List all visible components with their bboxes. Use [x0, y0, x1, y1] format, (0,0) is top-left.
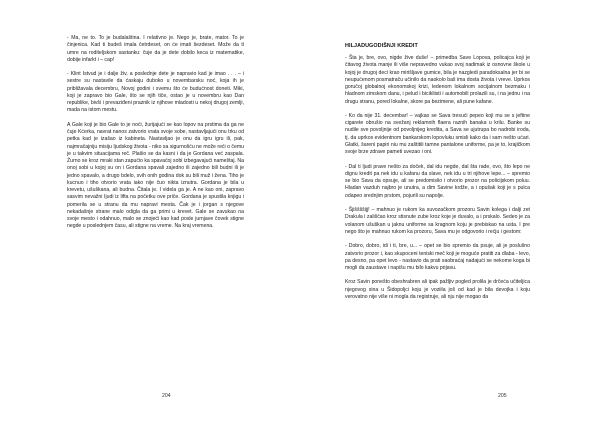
paragraph: - Klint Istvud je i dalje živ, a poslednje dete je napravio kad je imao . . . – i sestre su nastavile da ćaskaju duboko u novembarsku noć, koja ih je približavala decembru, Novoj godini i svemu što će budućnost doneti. Miki, koji je zapravo bio Gale, što se njih tiče, ostao je u novembru kao Dan republike, bivši i prevaziđeni praznik iz njihove mladosti u nekoj drugoj zemlji, mada na istom mestu. — [67, 71, 244, 114]
paragraph: - Dobro, dobro, idi i ti, bre, u... – opet se bio spremio da psuje, ali je poslušno zatvorio prozor i, kao skupoceni teniski meč koji je moguće pratiti za dlaba - levo, pa desno, pa opet levo - nastavio da prati saobraćaj nadajući se nekome koga bi mogli da zaustave i napišu mu bilo kakvu prijavu. — [345, 243, 530, 271]
left-page-text — [67, 35, 244, 238]
paragraph: A Gale koji je bio Gale to je noći, žurijajući se kao lopov na prstima da ga ne čuje Kćerka, navrat nanos zatvorio vrata svoje sobe, nastavljajući onu trku od petka kad je izašao iz kabineta. Nastavljao je onu da igru igru ili, pak, najmračajniju misiju Ijudskog života - niko sa sigurnošću ne može reći o čemu je u takvim situacijama reč. Plašio se da kasni i da je Gordana već zaspala. Žurno se kroz mraki stan zapućio ka spavaćoj sobi izbegavajući nameštaj. Na onoj sobi u kojoj su on i Gordana spavali zajedno ili zajedno bili budni ili je jedno spavalo, a drugo bdelo, svih onih godina dok su bili muž i žena. Tiho je kucnuo i tiho otvorio vrata iako nije čuo nikta iznutra. Gordana je bila u krevetu, ušuškana, ali budna. Čitala je. I videla ga je. A ne kao oni, zapravo sasvim nevažni Ijudi iz lifta na početku ove priče. Gordana je spustila knjigu i pomerila se u stranu da mu napravi mesta. Čak je i jorgan s njegove nekadašnje strane malo odigla da ga primi u krevet. Gale se zavukao na svoje mesto i odahnuo, malo se znojeći kao kad posle jurnjave čovek stigne negde u poslednjem času, ali stigne na vreme. Na kraj vremena. — [67, 121, 244, 230]
paragraph: Kroz Savin ponešto obeshrabren ali ipak pažljiv pogled prolila je drčeća učiteljica njegovog sina u Šidopoljci koju je voziila još od kad je bila devojka i koju verovatno nije više ni mogla da registruje, ali nju nije mogao da — [345, 279, 530, 300]
paragraph: - Ma, ne to. To je budalaština. I relativno je. Nego je, brate, mator. To je činjenica. Kad ti budeš imala četrdeset, on će imati šezdeset. Može da ti umre na roditeljskom sastanku: čuje da je dete dobilo keca iz matematike, dobije infarkt i – cap! — [67, 35, 244, 63]
page-number: 204 — [162, 393, 171, 399]
page-number: 205 — [498, 393, 507, 399]
paragraph: - Dal ti ljudi prave nešto za doček, dal idu negde, dal šta rade, ovo, što lepo ne dignu kredit pa nek idu u kafanu da slave, nek idu u tri njihove lepe... – spremio se bio Sava da opsuje, ali se predomislio i otvorio prozor na policijskom poluu. Hladan vazduh najbro je unutra, a dim Savine krdže, a i opušak koji je s pulca odapeo srednjim prstom, pojurili su napolje. — [345, 163, 530, 199]
paragraph: - Šta je, bre, ovo, nigde žive duše! – primedba Save Lopova, policajca koji je čitavog života manje ili više nepravedno vukao svoj nadimak iz osnovne škole u kojoj je drugoj deci krao mirišljave gumice, bila je nazgledi paradoksalna jer bi se neupućenom posmatraču učinilo da naokolo baš ima dosta života i vreve. Uprkos goručoj globalnoj ekonomskoj krizi, ledenom lokalnom socijalnom bezmaku i hladnom zimskom danu, i pelud i bicikliisti i automobili prolazili su, i na jednu i na drugu stranu, pored lokalne, skore pa bezimene, ali pune kafane. — [345, 55, 530, 105]
paragraph: - Šjiššššijj! – mahnuo je rukom ka suvozačkom prozoru Savin kolega i dalji zet Drakula i zališčao kroz stisnute zube kroz koje je duvalo, a i prskalo. Sedeo je za volanom ušuškan u jaknu uniforme sa kragnom koju je prebiskao na usta. I pre nego što je mahnuo rukom ka prozoru, Sava mu je odgovorio i rećju i gestom: — [345, 207, 530, 235]
right-page-text — [345, 55, 530, 308]
paragraph: - Ko da nije 31. decembar! – vajkao se Sava tresući pepeo koji mu se s jeftine cigarete obrušio na svežanj reklamnih flaera raznih banaka u krilu. Banke su nudile sve povoljnije od povoljnijeg kredita, a Sava se ujutrupa bo nadrobi iroda, tj. da uprkos evidentnom bankarskom lopovluku smisli kako da i sam nešto ućari. Glatki, šareni papiri niu mu zaštitili tamne pantalone uniforme, pa je to, krajičkom svoje brze zdrave pameti uvezao i oni. — [345, 112, 530, 156]
chapter-title: HILJADUGODIŠNJI KREDIT — [345, 43, 418, 49]
right-page — [300, 0, 600, 423]
